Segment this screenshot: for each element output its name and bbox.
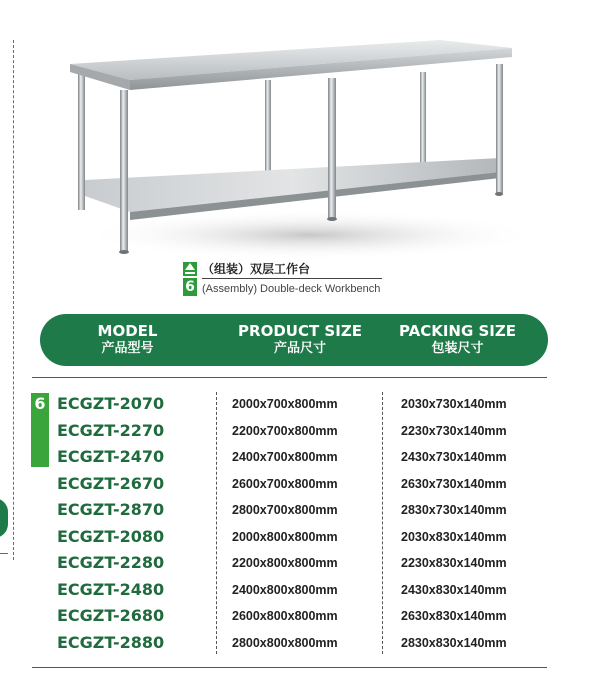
assembly-arrow-icon bbox=[183, 262, 197, 276]
model-cell: ECGZT-2280 bbox=[57, 553, 165, 572]
model-cell: ECGZT-2480 bbox=[57, 579, 165, 599]
header-model-en: MODEL bbox=[97, 322, 158, 340]
product-size-cell: 2000x700x800mm bbox=[232, 397, 338, 411]
packing-size-cell: 2030x730x140mm bbox=[401, 397, 507, 411]
packing-size-cell: 2630x730x140mm bbox=[401, 476, 507, 491]
model-cell: ECGZT-2880 bbox=[57, 632, 165, 652]
section-number-badge: 6 bbox=[183, 278, 197, 296]
caption-divider bbox=[202, 278, 382, 279]
product-caption bbox=[183, 260, 398, 300]
packing-size-cell: 2230x730x140mm bbox=[401, 423, 507, 438]
product-size-cell: 2600x800x800mm bbox=[232, 609, 338, 623]
table-row bbox=[0, 577, 594, 604]
packing-size-cell: 2830x830x140mm bbox=[401, 635, 507, 650]
header-product-size bbox=[215, 323, 385, 357]
product-size-cell: 2400x800x800mm bbox=[232, 582, 338, 597]
workbench-image bbox=[60, 30, 530, 260]
product-size-cell: 2600x700x800mm bbox=[232, 476, 338, 491]
model-cell: ECGZT-2670 bbox=[57, 473, 165, 493]
model-cell: ECGZT-2080 bbox=[57, 526, 165, 546]
header-model bbox=[80, 323, 175, 357]
model-cell: ECGZT-2270 bbox=[57, 420, 165, 440]
product-size-cell: 2200x700x800mm bbox=[232, 423, 338, 438]
table-row bbox=[0, 550, 594, 577]
table-top-rule bbox=[32, 377, 547, 378]
packing-size-cell: 2230x830x140mm bbox=[401, 556, 507, 570]
caption-title-en: (Assembly) Double-deck Workbench bbox=[202, 283, 381, 295]
table-row bbox=[0, 524, 594, 551]
table-header bbox=[40, 314, 548, 366]
header-packing-size-cn: 包装尺寸 bbox=[431, 341, 484, 356]
packing-size-cell: 2830x730x140mm bbox=[401, 503, 507, 517]
product-size-cell: 2800x700x800mm bbox=[232, 503, 338, 517]
table-row bbox=[0, 630, 594, 657]
header-product-size-cn: 产品尺寸 bbox=[273, 341, 326, 356]
model-cell: ECGZT-2070 bbox=[57, 394, 165, 413]
caption-title-cn: （组装）双层工作台 bbox=[202, 262, 311, 276]
table-row bbox=[0, 418, 594, 445]
table-row bbox=[0, 391, 594, 418]
model-cell: ECGZT-2870 bbox=[57, 500, 165, 519]
packing-size-cell: 2030x830x140mm bbox=[401, 529, 507, 544]
table-row bbox=[0, 603, 594, 630]
header-product-size-en: PRODUCT SIZE bbox=[238, 322, 362, 340]
product-size-cell: 2200x800x800mm bbox=[232, 556, 338, 570]
packing-size-cell: 2430x830x140mm bbox=[401, 582, 507, 597]
table-row bbox=[0, 471, 594, 498]
packing-size-cell: 2630x830x140mm bbox=[401, 609, 507, 623]
product-size-cell: 2400x700x800mm bbox=[232, 450, 338, 464]
header-model-cn: 产品型号 bbox=[101, 341, 154, 356]
table-bottom-rule bbox=[32, 667, 547, 668]
model-cell: ECGZT-2470 bbox=[57, 447, 165, 466]
table-row bbox=[0, 497, 594, 524]
packing-size-cell: 2430x730x140mm bbox=[401, 450, 507, 464]
product-size-cell: 2000x800x800mm bbox=[232, 529, 338, 544]
table-row bbox=[0, 444, 594, 471]
model-cell: ECGZT-2680 bbox=[57, 606, 165, 625]
product-size-cell: 2800x800x800mm bbox=[232, 635, 338, 650]
header-packing-size-en: PACKING SIZE bbox=[398, 322, 517, 340]
header-packing-size bbox=[385, 323, 530, 357]
series-number-tab: 6 bbox=[31, 393, 49, 467]
